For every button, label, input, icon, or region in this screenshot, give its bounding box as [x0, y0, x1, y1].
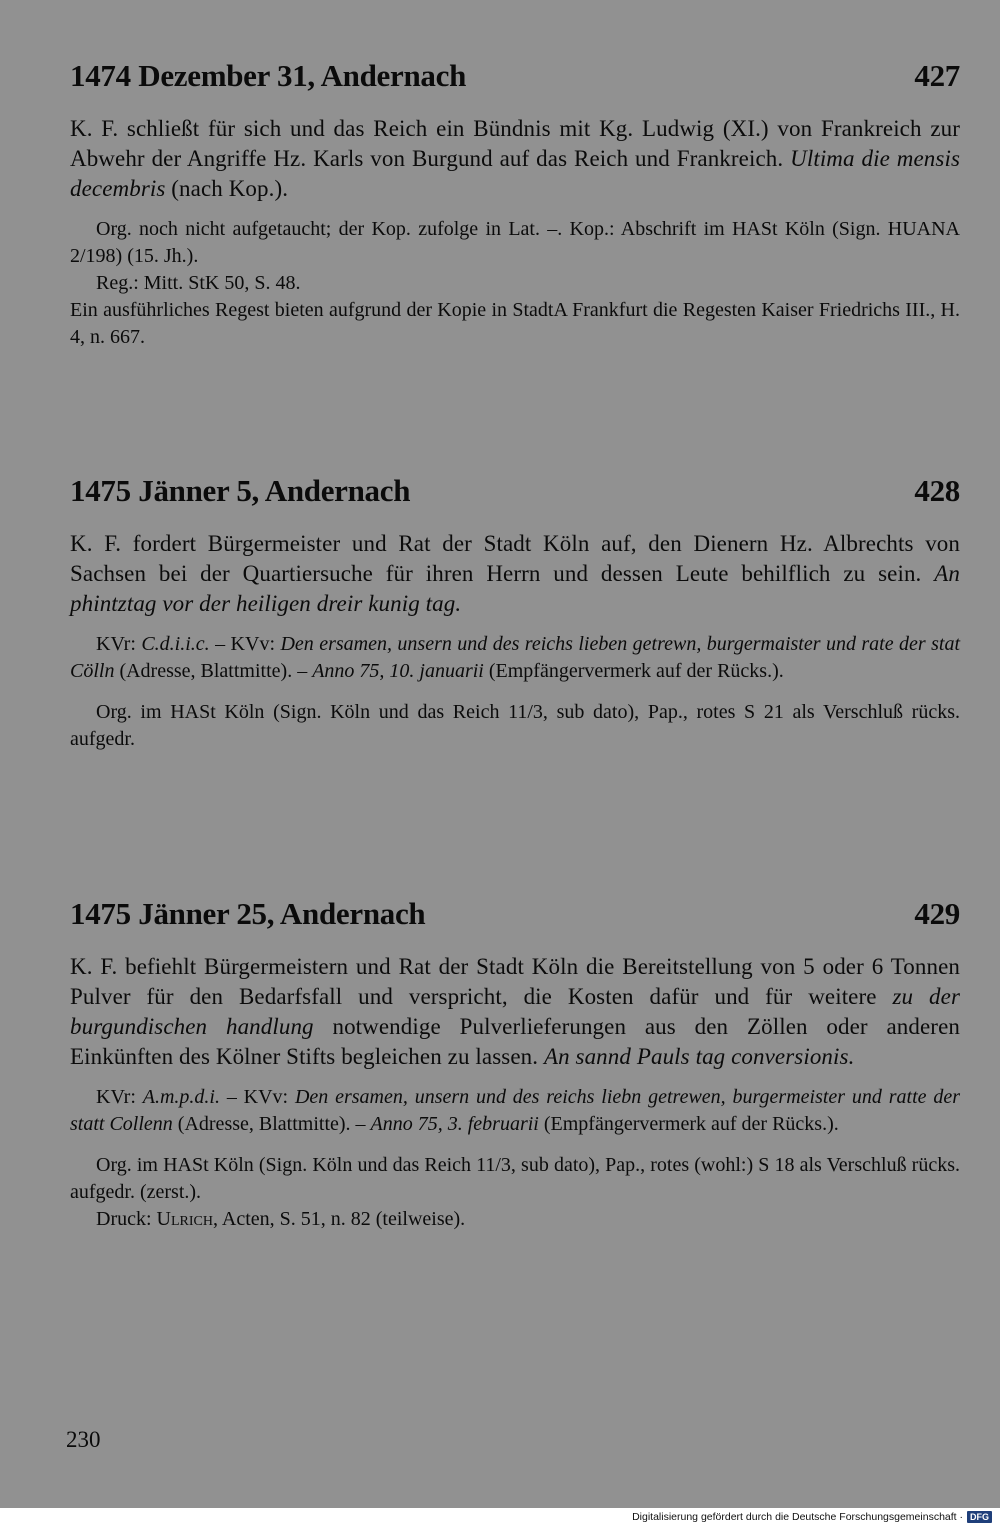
entry-heading — [70, 473, 960, 509]
entry-number: 428 — [914, 473, 960, 508]
summary-source: (nach Kop.). — [171, 176, 289, 201]
regest-entry-428 — [70, 473, 960, 753]
kanzleivermerk-note: KVr: A.m.p.d.i. – KVv: Den ersamen, unsern und des reichs liebn getrewen, burgermeister und ratte der statt Collenn (Adresse, Blattmitte). – Anno 75, 3. februarii (Empfängervermerk auf der Rücks.). — [70, 1086, 961, 1135]
regest-reference: Reg.: Mitt. StK 50, S. 48. — [96, 272, 301, 294]
entry-summary: K. F. befiehlt Bürgermeistern und Rat der Stadt Köln die Bereitstellung von 5 oder 6 Tonnen Pulver für den Bedarfsfall und verspricht, die Kosten dafür und für weitere zu der burgundischen handlung notwendige Pulverlieferungen aus den Zöllen oder anderen Einkünften des Kölner Stifts begleichen zu lassen. An sannd Pauls tag conversionis. — [70, 954, 960, 1069]
additional-note: Ein ausführliches Regest bieten aufgrund der Kopie in StadtA Frankfurt die Regesten Kaiser Friedrichs III., H. 4, n. 667. — [70, 299, 960, 348]
kanzleivermerk-note: KVr: C.d.i.i.c. – KVv: Den ersamen, unsern und des reichs lieben getrewn, burgermaister und rate der stat Cölln (Adresse, Blattmitte). – Anno 75, 10. januarii (Empfängervermerk auf der Rücks.). — [70, 633, 961, 682]
entry-summary — [70, 529, 960, 619]
entry-heading — [70, 896, 960, 932]
tradition-note: Org. im HASt Köln (Sign. Köln und das Reich 11/3, sub dato), Pap., rotes S 21 als Verschluß rücks. aufgedr. — [70, 701, 960, 750]
regest-entry-429 — [70, 896, 960, 1233]
entry-date-place: 1475 Jänner 25, Andernach — [70, 896, 426, 931]
funding-footer — [632, 1509, 992, 1525]
dfg-logo-icon: DFG — [967, 1511, 992, 1523]
tradition-note: Org. im HASt Köln (Sign. Köln und das Reich 11/3, sub dato), Pap., rotes (wohl:) S 18 als Verschluß rücks. aufgedr. (zerst.). — [70, 1154, 960, 1203]
footer-text: Digitalisierung gefördert durch die Deutsche Forschungsgemeinschaft · — [632, 1511, 963, 1523]
entry-date-place: 1475 Jänner 5, Andernach — [70, 473, 411, 508]
summary-text: K. F. fordert Bürgermeister und Rat der Stadt Köln auf, den Dienern Hz. Albrechts von Sachsen bei der Quartiersuche für ihren Herrn und dessen Leute behilflich zu sein. — [70, 531, 960, 586]
entry-number: 429 — [914, 896, 960, 931]
summary-dating: Ultima die mensis decembris — [70, 146, 960, 201]
page-number: 230 — [66, 1427, 101, 1452]
tradition-note: Org. noch nicht aufgetaucht; der Kop. zufolge in Lat. –. Kop.: Abschrift im HASt Köln (Sign. HUANA 2/198) (15. Jh.). — [70, 218, 960, 267]
entry-heading — [70, 58, 960, 94]
summary-text: K. F. schließt für sich und das Reich ein Bündnis mit Kg. Ludwig (XI.) von Frankreich zur Abwehr der Angriffe Hz. Karls von Burgund auf das Reich und Frankreich. — [70, 116, 960, 171]
print-reference: Druck: Ulrich, Acten, S. 51, n. 82 (teilweise). — [96, 1208, 466, 1230]
entry-date-place: 1474 Dezember 31, Andernach — [70, 58, 467, 93]
summary-dating: An sannd Pauls tag conversionis. — [543, 1044, 855, 1069]
regest-entry-427 — [70, 58, 960, 351]
summary-dating: An phintztag vor der heiligen dreir kunig tag. — [70, 561, 960, 616]
summary-text: K. F. befiehlt Bürgermeistern und Rat der Stadt Köln die Bereitstellung von 5 oder 6 Tonnen Pulver für den Bedarfsfall und verspricht, die Kosten dafür und für weitere — [70, 954, 960, 1009]
entry-number: 427 — [914, 58, 960, 93]
entry-summary — [70, 114, 960, 204]
